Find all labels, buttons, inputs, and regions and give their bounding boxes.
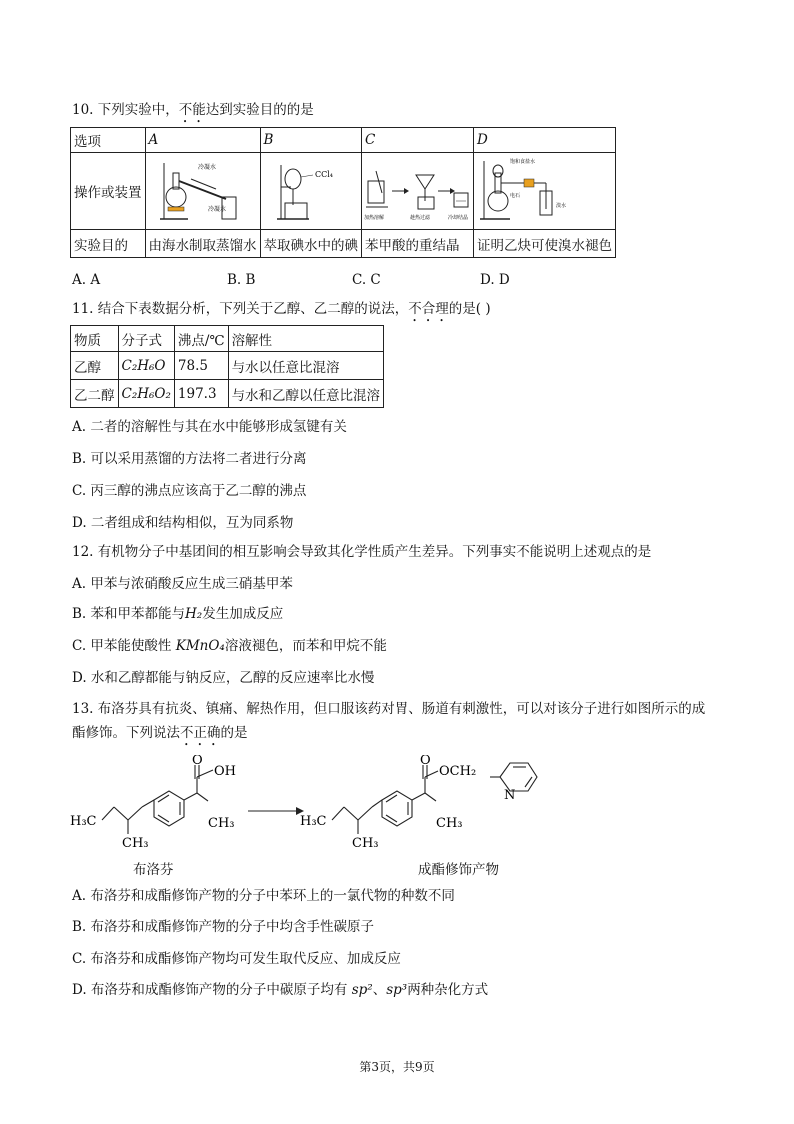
o-label: O [192,755,203,768]
q13-stem-line1: 13. 布洛芬具有抗炎、镇痛、解热作用，但口服该药对胃、肠道有刺激性，可以对该分子进行如图所示的成 [72,701,706,717]
q11-header-bp: 沸点/℃ [174,326,228,352]
q10-col-b: B [260,128,362,153]
o-label: O [420,755,431,768]
ch3-label: CH₃ [436,816,463,831]
ch3-label: CH₃ [352,836,379,851]
q10-apparatus-d [474,153,616,230]
distillation-apparatus-image [146,153,250,225]
q10-option-a: A. A [72,272,101,288]
q12-option-d: D. 水和乙醇都能与钠反应，乙醇的反应速率比水慢 [72,670,375,686]
q12-stem: 12. 有机物分子中基团间的相互影响会导致其化学性质产生差异。下列事实不能说明上述观点的是 [72,544,652,560]
q11-cell: 与水和乙醇以任意比混溶 [228,380,384,408]
q13-stem-line2: 酯修饰。下列说法不正确的是 [72,725,248,741]
recrystallization-steps-image [362,153,473,225]
q10-apparatus-b [260,153,362,230]
h3c-label: H₃C [70,814,97,829]
q10-purpose-b: 萃取碘水中的碘 [260,230,362,258]
ester-product-caption: 成酯修饰产物 [418,862,499,878]
q10-purpose-d: 证明乙炔可使溴水褪色 [474,230,616,258]
q13-reaction-figure [70,755,570,855]
separatory-funnel-image [261,153,355,225]
q10-option-b: B. B [227,272,256,288]
brine-label: 饱和食盐水 [510,159,536,165]
cool-crystallize-label: 冷却结晶 [448,215,469,221]
q11-cell: 乙醇 [71,352,119,380]
q10-col-c: C [362,128,474,153]
q11-cell: C₂H₆O₂ [118,380,174,408]
q13-option-a: A. 布洛芬和成酯修饰产物的分子中苯环上的一氯代物的种数不同 [72,888,455,904]
ibuprofen-caption: 布洛芬 [133,862,174,878]
q10-row-label-option: 选项 [71,128,146,153]
ccl4-label: CCl₄ [314,170,333,179]
ch3-label: CH₃ [122,836,149,851]
q13-option-c: C. 布洛芬和成酯修饰产物均可发生取代反应、加成反应 [72,951,401,967]
heat-dissolve-label: 加热溶解 [364,215,385,221]
acetylene-apparatus-image [474,153,608,225]
q13-option-d: D. 布洛芬和成酯修饰产物的分子中碳原子均有 sp²、sp³两种杂化方式 [72,982,489,998]
q10-row-label-apparatus: 操作或装置 [71,153,146,230]
q11-option-b: B. 可以采用蒸馏的方法将二者进行分离 [72,451,307,467]
q11-cell: C₂H₆O [118,352,174,380]
q11-cell: 78.5 [174,352,228,380]
ch3-label: CH₃ [208,816,235,831]
q10-row-label-purpose: 实验目的 [71,230,146,258]
q10-stem: 10. 下列实验中，不能达到实验目的的是 [72,102,314,118]
q10-purpose-a: 由海水制取蒸馏水 [145,230,260,258]
q11-header-substance: 物质 [71,326,119,352]
q12-option-b: B. 苯和甲苯都能与H₂发生加成反应 [72,606,284,622]
cooling-water-label-2: 冷凝水 [207,206,226,213]
q10-table [70,127,616,258]
q10-col-d: D [474,128,616,153]
q11-cell: 197.3 [174,380,228,408]
och2-label: OCH₂ [439,764,477,779]
q11-table [70,325,384,408]
q11-stem: 11. 结合下表数据分析，下列关于乙醇、乙二醇的说法，不合理的是( ) [72,301,491,317]
cooling-water-label-1: 冷凝水 [197,164,216,171]
hot-filter-label: 趁热过滤 [410,215,431,221]
bromine-water-label: 溴水 [556,203,567,209]
q11-header-solubility: 溶解性 [228,326,384,352]
calcium-carbide-label: 电石 [510,193,521,199]
q12-option-a: A. 甲苯与浓硝酸反应生成三硝基甲苯 [72,576,293,592]
q11-cell: 乙二醇 [71,380,119,408]
h3c-label: H₃C [300,814,327,829]
q10-option-d: D. D [480,272,510,288]
q11-option-d: D. 二者组成和结构相似，互为同系物 [72,515,294,531]
q13-option-b: B. 布洛芬和成酯修饰产物的分子中均含手性碳原子 [72,919,375,935]
q11-cell: 与水以任意比混溶 [228,352,384,380]
q11-header-formula: 分子式 [118,326,174,352]
q10-option-c: C. C [352,272,381,288]
q12-option-c: C. 甲苯能使酸性 KMnO₄溶液褪色，而苯和甲烷不能 [72,638,387,654]
q10-apparatus-c [362,153,474,230]
page-footer: 第3页，共9页 [359,1060,435,1074]
q11-option-c: C. 丙三醇的沸点应该高于乙二醇的沸点 [72,483,307,499]
n-label: N [504,788,516,803]
q10-purpose-c: 苯甲酸的重结晶 [362,230,474,258]
q10-apparatus-a [145,153,260,230]
q11-option-a: A. 二者的溶解性与其在水中能够形成氢键有关 [72,419,347,435]
oh-label: OH [214,764,236,779]
q10-col-a: A [145,128,260,153]
